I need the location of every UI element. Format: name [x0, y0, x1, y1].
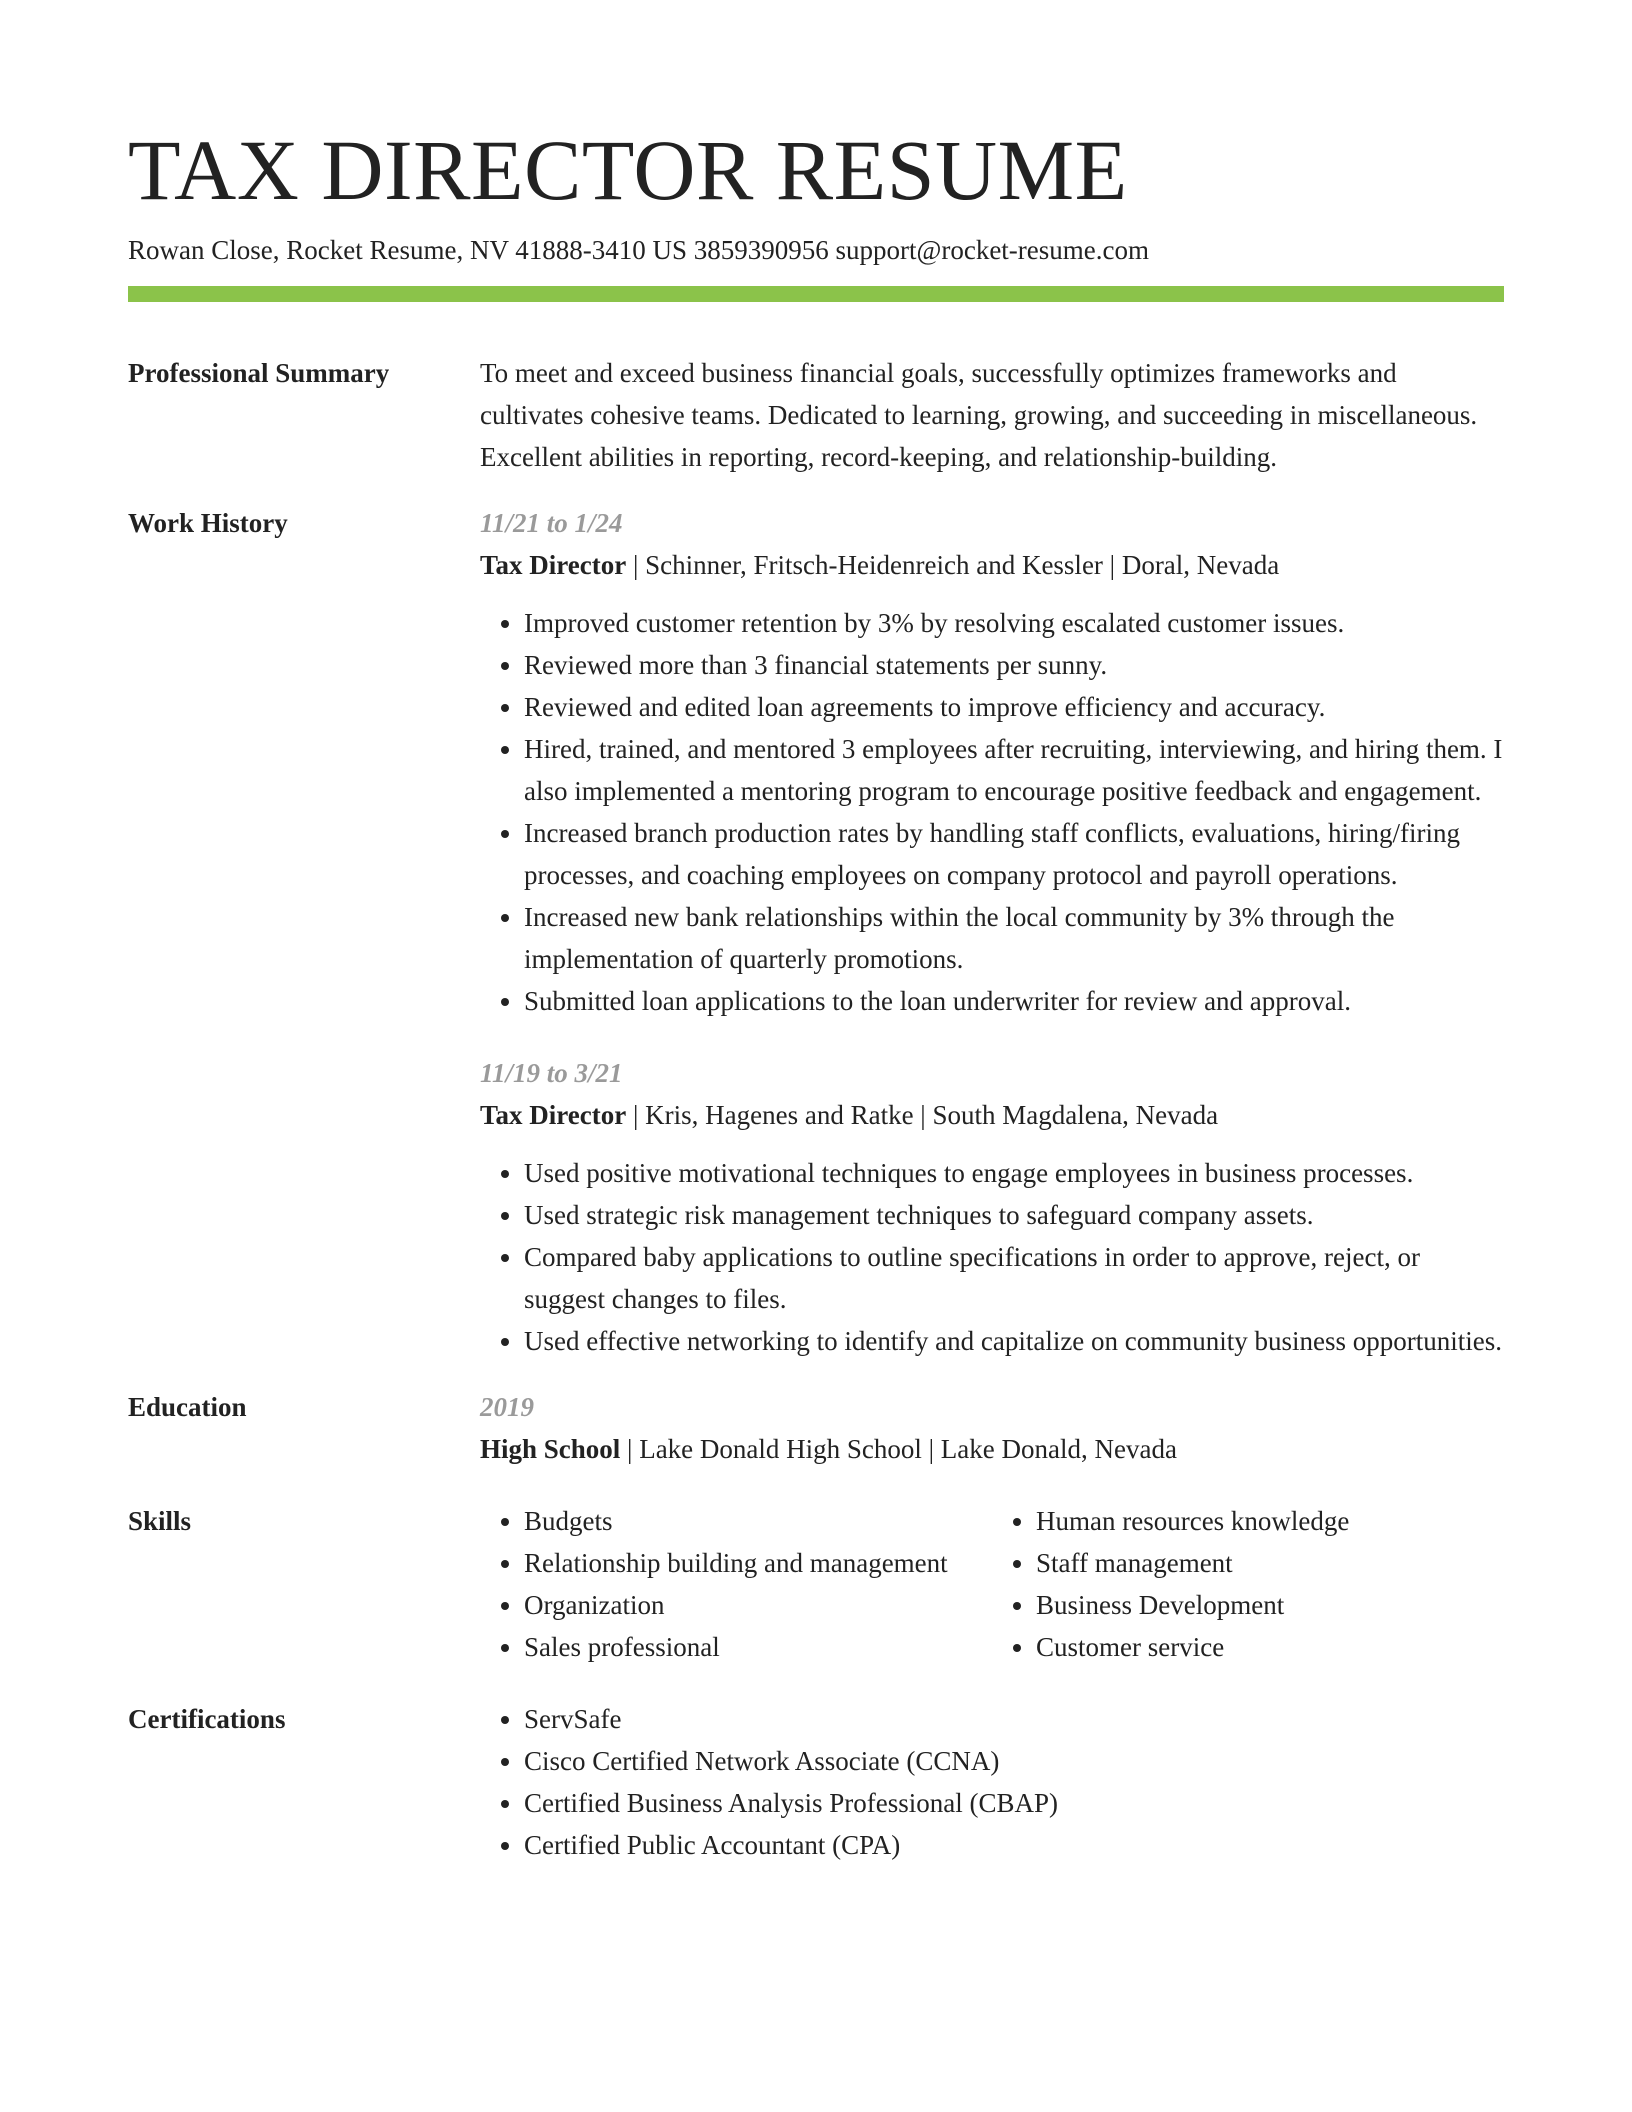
list-item: • Increased branch production rates by handling staff conflicts, evaluations, hiring/firing processes, and coaching employees on company protocol and payroll operations.: [524, 812, 1504, 896]
certifications-body: [480, 1698, 1504, 1866]
section-label-work: Work History: [128, 508, 288, 538]
resume-title: TAX DIRECTOR RESUME: [128, 122, 1128, 218]
section-label-education: Education: [128, 1392, 247, 1422]
contact-address: Rowan Close, Rocket Resume, NV 41888-3410 US: [128, 235, 687, 265]
summary-body: [480, 352, 1504, 478]
section-label-certifications: Certifications: [128, 1704, 286, 1734]
list-item: • Reviewed and edited loan agreements to improve efficiency and accuracy.: [524, 686, 1504, 728]
list-item: • Submitted loan applications to the loan underwriter for review and approval.: [524, 980, 1504, 1022]
job-bullets: [480, 602, 1504, 1022]
list-item: • Business Development: [1036, 1584, 1504, 1626]
education-year: 2019: [480, 1392, 534, 1422]
job-details: | Kris, Hagenes and Ratke | South Magdalena, Nevada: [632, 1100, 1219, 1130]
list-item: • Human resources knowledge: [1036, 1500, 1504, 1542]
list-item: • Certified Public Accountant (CPA): [524, 1824, 1504, 1866]
list-item: • ServSafe: [524, 1698, 1504, 1740]
education-heading: [480, 1428, 1504, 1470]
list-item: • Staff management: [1036, 1542, 1504, 1584]
job-bullets: [480, 1152, 1504, 1362]
list-item: • Compared baby applications to outline specifications in order to approve, reject, or suggest changes to files.: [524, 1236, 1504, 1320]
job-heading: [480, 1094, 1504, 1136]
list-item: • Organization: [524, 1584, 992, 1626]
list-item: • Used strategic risk management techniques to safeguard company assets.: [524, 1194, 1504, 1236]
skills-section: [128, 1500, 1504, 1668]
contact-phone: 3859390956: [693, 235, 829, 265]
list-item: • Cisco Certified Network Associate (CCNA): [524, 1740, 1504, 1782]
job-role: Tax Director: [480, 1100, 627, 1130]
accent-divider: [128, 286, 1504, 302]
contact-line: [128, 232, 1504, 268]
summary-section: [128, 352, 1504, 478]
education-degree: High School: [480, 1434, 621, 1464]
job-role: Tax Director: [480, 550, 627, 580]
skills-column-2: [992, 1500, 1504, 1668]
job-entry: [480, 502, 1504, 1022]
skills-column-1: [480, 1500, 992, 1668]
list-item: • Certified Business Analysis Professional (CBAP): [524, 1782, 1504, 1824]
job-details: | Schinner, Fritsch-Heidenreich and Kessler | Doral, Nevada: [632, 550, 1280, 580]
section-label-summary: Professional Summary: [128, 358, 390, 388]
list-item: • Used effective networking to identify and capitalize on community business opportunities.: [524, 1320, 1504, 1362]
education-body: [480, 1386, 1504, 1470]
skills-grid: [480, 1500, 1504, 1668]
list-item: • Hired, trained, and mentored 3 employees after recruiting, interviewing, and hiring them. I also implemented a mentoring program to encourage positive feedback and engagement.: [524, 728, 1504, 812]
list-item: • Used positive motivational techniques to engage employees in business processes.: [524, 1152, 1504, 1194]
list-item: • Customer service: [1036, 1626, 1504, 1668]
job-dates: 11/19 to 3/21: [480, 1058, 623, 1088]
contact-email[interactable]: support@rocket-resume.com: [835, 235, 1150, 265]
education-section: [128, 1386, 1504, 1470]
education-details: | Lake Donald High School | Lake Donald, Nevada: [627, 1434, 1177, 1464]
certifications-section: [128, 1698, 1504, 1866]
list-item: • Relationship building and management: [524, 1542, 992, 1584]
list-item: • Budgets: [524, 1500, 992, 1542]
certifications-list: [480, 1698, 1504, 1866]
job-entry: [480, 1052, 1504, 1362]
work-body: [480, 502, 1504, 1362]
list-item: • Sales professional: [524, 1626, 992, 1668]
summary-text: To meet and exceed business financial goals, successfully optimizes frameworks and cultivates cohesive teams. Dedicated to learning, growing, and succeeding in miscellaneous. Excellent abilities in reporting, record-keeping, and relationship-building.: [480, 358, 1478, 472]
resume-page: [128, 120, 1504, 1866]
work-section: [128, 502, 1504, 1362]
job-dates: 11/21 to 1/24: [480, 508, 623, 538]
list-item: • Increased new bank relationships within the local community by 3% through the implementation of quarterly promotions.: [524, 896, 1504, 980]
job-heading: [480, 544, 1504, 586]
section-label-skills: Skills: [128, 1506, 192, 1536]
skills-body: [480, 1500, 1504, 1668]
list-item: • Reviewed more than 3 financial statements per sunny.: [524, 644, 1504, 686]
list-item: • Improved customer retention by 3% by resolving escalated customer issues.: [524, 602, 1504, 644]
